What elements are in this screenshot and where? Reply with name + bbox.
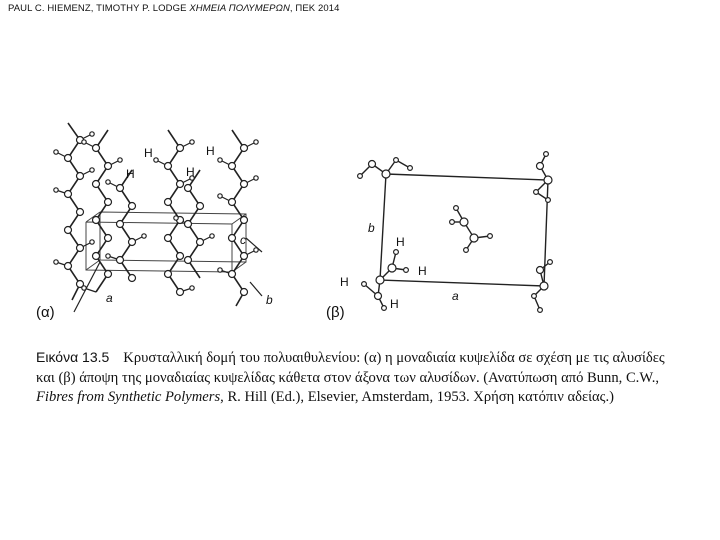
atom-label-h: H — [186, 165, 195, 179]
atom-label-h: H — [144, 146, 153, 160]
axis-label-c: c — [240, 233, 246, 247]
atom-label-h: H — [418, 264, 427, 278]
atom-label-h: H — [126, 167, 135, 181]
caption-book-title: Fibres from Synthetic Polymers — [36, 389, 221, 406]
caption-label: Εικόνα 13.5 — [36, 349, 110, 365]
atom-label-h: H — [206, 144, 215, 158]
axis-label-b: b — [266, 293, 273, 307]
axis-label-a: a — [106, 291, 113, 305]
figure-a-drawing — [56, 123, 262, 312]
atom-label-h: H — [396, 235, 405, 249]
figure-caption — [36, 348, 676, 408]
axis-label-b: b — [368, 221, 375, 235]
panel-label-a: (α) — [36, 304, 55, 321]
atom-label-h: H — [390, 297, 399, 311]
header-book-title: ΧΗΜΕΙΑ ΠΟΛΥΜΕΡΩΝ — [189, 3, 290, 14]
panel-label-b: (β) — [326, 304, 345, 321]
caption-text-2: , R. Hill (Ed.), Elsevier, Amsterdam, 1953. Χρήση κατόπιν αδείας.) — [220, 389, 614, 406]
header-authors: PAUL C. HIEMENZ, TIMOTHY P. LODGE — [8, 3, 187, 14]
header-publisher: , ΠΕΚ 2014 — [289, 3, 340, 14]
figure-labels — [106, 144, 459, 311]
axis-label-a: a — [452, 289, 459, 303]
atom-label-h: H — [340, 275, 349, 289]
caption-text-1: Κρυσταλλική δομή του πολυαιθυλενίου: (α) η μοναδιαία κυψελίδα σε σχέση με τις αλυσίδες και (β) άποψη της μοναδιαίας κυψελίδας κάθετα στον άξονα των αλυσίδων. (Ανατύπωση από Bunn, C.W., — [36, 350, 665, 386]
